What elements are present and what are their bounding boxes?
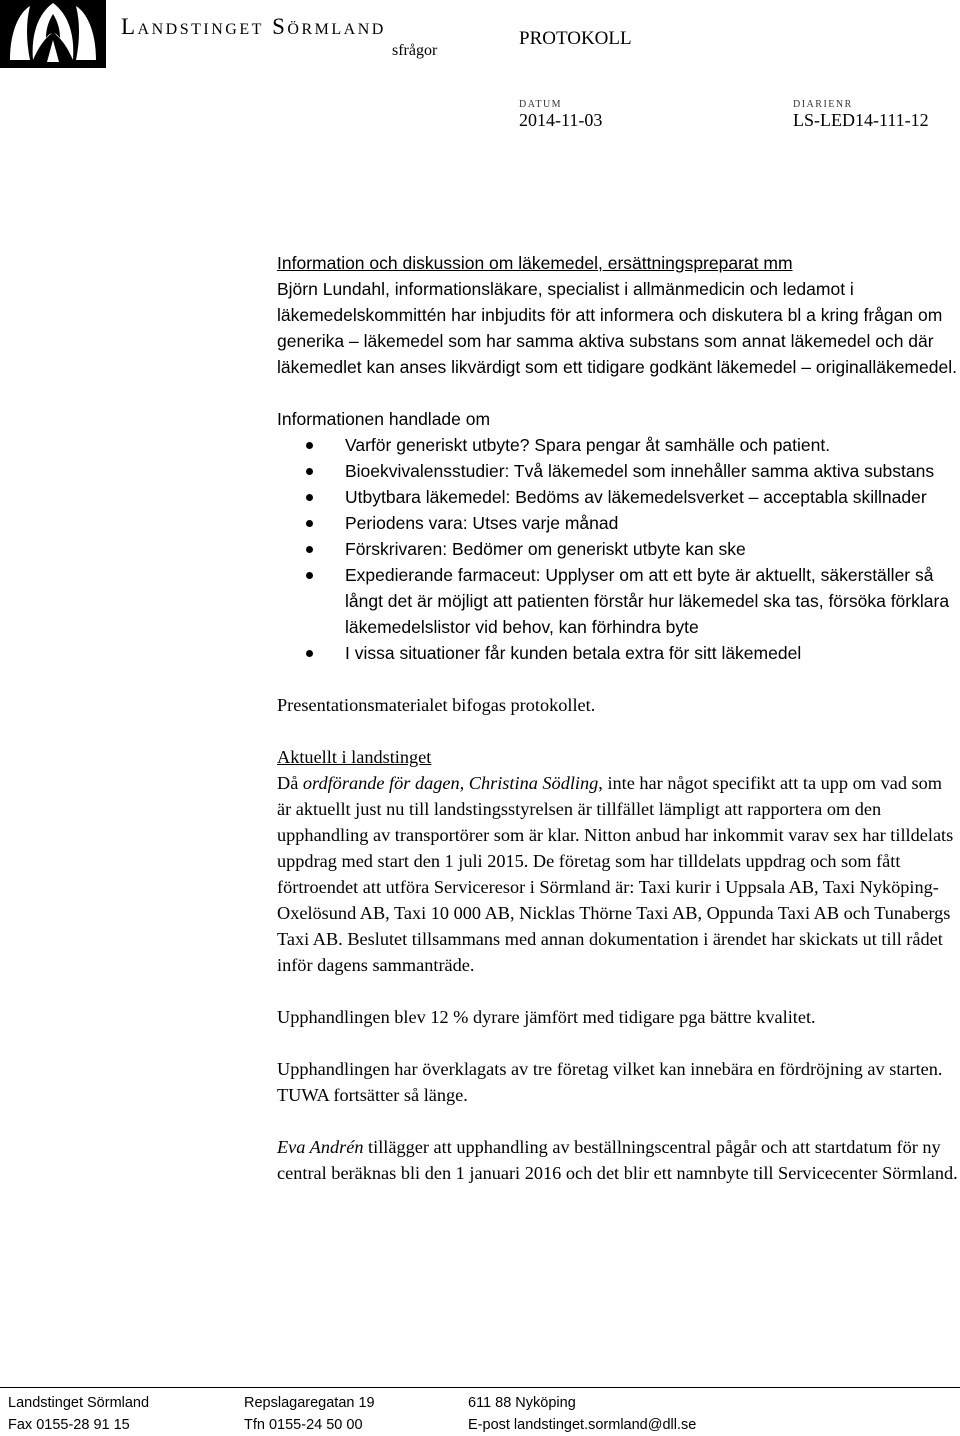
lily-crest-logo bbox=[0, 0, 106, 68]
diarie-value: LS-LED14-111-12 bbox=[793, 110, 929, 130]
paragraph-prefix: Då bbox=[277, 773, 303, 793]
section-heading: Information och diskussion om läkemedel, ersättningspreparat mm bbox=[277, 253, 793, 273]
date-label: DATUM bbox=[519, 99, 563, 110]
paragraph-appeal: Upphandlingen har överklagats av tre företag vilket kan innebära en fördröjning av starten. TUWA fortsätter så länge. bbox=[277, 1059, 943, 1105]
list-item: I vissa situationer får kunden betala extra för sitt läkemedel bbox=[277, 640, 960, 666]
section-intro: Björn Lundahl, informationsläkare, specialist i allmänmedicin och ledamot i läkemedelskommittén har inbjudits för att informera och diskutera bl a kring frågan om generika – läkemedel som har samma aktiva substans som annat läkemedel och där läkemedlet kan anses likvärdigt som ett tidigare godkänt läkemedel – originalläkemedel. bbox=[277, 279, 957, 377]
document-type: PROTOKOLL bbox=[519, 28, 632, 49]
footer-phone: Tfn 0155-24 50 00 bbox=[244, 1417, 363, 1433]
list-item: Bioekvivalensstudier: Två läkemedel som innehåller samma aktiva substans bbox=[277, 458, 960, 484]
list-item: Periodens vara: Utses varje månad bbox=[277, 510, 960, 536]
section-heading-current: Aktuellt i landstinget bbox=[277, 747, 432, 767]
footer-postal: 611 88 Nyköping bbox=[468, 1395, 576, 1411]
paragraph-cost: Upphandlingen blev 12 % dyrare jämfört med tidigare pga bättre kvalitet. bbox=[277, 1007, 816, 1027]
list-item: Expedierande farmaceut: Upplyser om att ett byte är aktuellt, säkerställer så långt det är möjligt att patienten förstår hur läkemedel ska tas, försöka förklara läkemedelslistor vid behov, kan förhindra byte bbox=[277, 562, 960, 640]
footer-email: E-post landstinget.sormland@dll.se bbox=[468, 1417, 697, 1433]
presentation-note: Presentationsmaterialet bifogas protokollet. bbox=[277, 695, 596, 715]
date-value: 2014-11-03 bbox=[519, 110, 603, 130]
footer-org-name: Landstinget Sörmland bbox=[8, 1395, 150, 1411]
footer-fax: Fax 0155-28 91 15 bbox=[8, 1417, 130, 1433]
section-medication bbox=[277, 250, 960, 666]
protocol-body bbox=[277, 250, 960, 1186]
unit-name: sfrågor bbox=[392, 42, 438, 59]
footer-col-contact bbox=[468, 1392, 696, 1436]
diarie-label: DIARIENR bbox=[793, 99, 853, 110]
organization-name: Landstinget Sörmland bbox=[121, 14, 386, 39]
footer-col-org bbox=[8, 1392, 149, 1436]
topic-list bbox=[277, 432, 960, 666]
list-item: Förskrivaren: Bedömer om generiskt utbyte kan ske bbox=[277, 536, 960, 562]
list-item: Utbytbara läkemedel: Bedöms av läkemedelsverket – acceptabla skillnader bbox=[277, 484, 960, 510]
chair-name: ordförande för dagen, Christina Södling bbox=[302, 773, 599, 793]
paragraph-transport bbox=[277, 770, 960, 978]
footer-divider bbox=[0, 1387, 960, 1388]
paragraph-text: , inte har något specifikt att ta upp om vad som är aktuellt just nu till landstingsstyrelsen är tillfället lämpligt att rapportera om den upphandling av transportörer som är klar. Nitton anbud har inkommit varav sex har tilldelats uppdrag med start den 1 juli 2015. De företag som har tilldelats uppdrag och som fått förtroendet att utföra Serviceresor i Sörmland är: Taxi kurir i Uppsala AB, Taxi Nyköping-Oxelösund AB, Taxi 10 000 AB, Nicklas Thörne Taxi AB, Oppunda Taxi AB och Tunabergs Taxi AB. Beslutet tillsammans med annan dokumentation i ärendet har skickats ut till rådet inför dagens sammanträde. bbox=[277, 773, 954, 975]
paragraph-central bbox=[277, 1134, 960, 1186]
speaker-name: Eva Andrén bbox=[277, 1137, 364, 1157]
paragraph-text: tillägger att upphandling av beställningscentral pågår och att startdatum för ny central beräknas bli den 1 januari 2016 och det blir ett namnbyte till Servicecenter Sörmland. bbox=[277, 1137, 958, 1183]
list-lead: Informationen handlade om bbox=[277, 409, 491, 429]
list-item: Varför generiskt utbyte? Spara pengar åt samhälle och patient. bbox=[277, 432, 960, 458]
footer-street: Repslagaregatan 19 bbox=[244, 1395, 375, 1411]
footer-col-address bbox=[244, 1392, 375, 1436]
